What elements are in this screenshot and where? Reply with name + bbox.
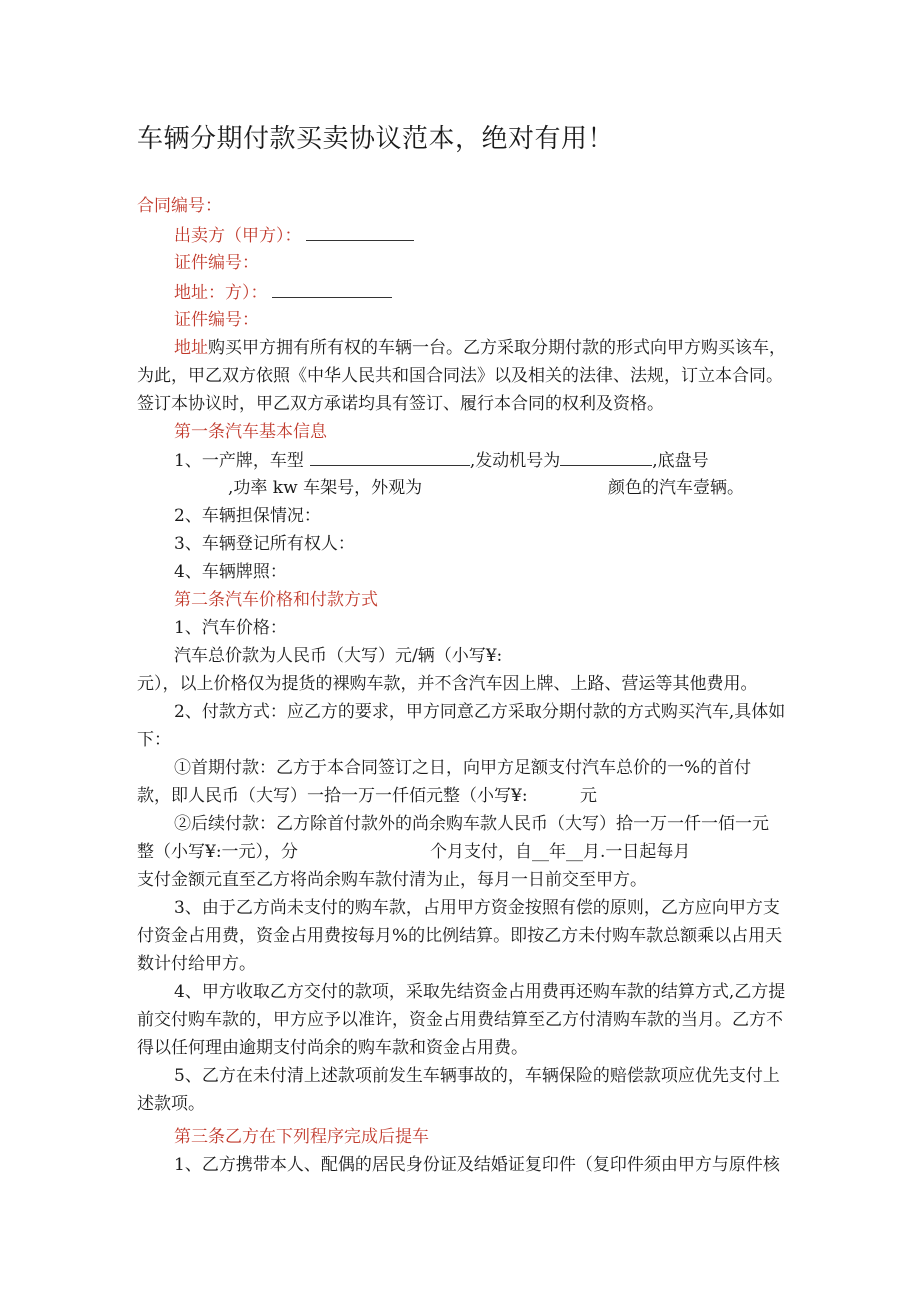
article-2-p15: 前交付购车款的，甲方应予以准许，资金占用费结算至乙方付清购车款的当月。乙方不 — [137, 1010, 783, 1030]
article-2-p16: 得以任何理由逾期支付尚余的购车款和资金占用费。 — [137, 1038, 528, 1058]
article-1-item-4: 4、车辆牌照： — [174, 562, 287, 582]
engine-no-blank — [560, 450, 652, 466]
address-party-label: 地址：方）： — [174, 283, 268, 303]
intro-line-1 — [174, 338, 786, 358]
article-3-p1: 1、乙方携带本人、配偶的居民身份证及结婚证复印件（复印件须由甲方与原件核 — [174, 1155, 780, 1175]
article-2-p4: 2、付款方式：应乙方的要求，甲方同意乙方采取分期付款的方式购买汽车,具体如 — [174, 702, 786, 722]
seller-label: 出卖方（甲方）： — [174, 226, 302, 246]
intro-text-1: 购买甲方拥有所有权的车辆一台。乙方采取分期付款的形式向甲方购买该车， — [208, 338, 786, 358]
article-2-p10: 支付金额元直至乙方将尚余购车款付清为止，每月一日前交至甲方。 — [137, 870, 647, 890]
article-2-p3: 元），以上价格仅为提货的裸购车款，并不含汽车因上牌、上路、营运等其他费用。 — [137, 674, 758, 694]
article-2-p13: 数计付给甲方。 — [137, 954, 256, 974]
article-1-item-1-line-2b: 颜色的汽车壹辆。 — [608, 478, 744, 498]
article-2-p12: 付资金占用费，资金占用费按每月%的比例结算。即按乙方未付购车款总额乘以占用天 — [137, 926, 783, 946]
address-label: 地址 — [174, 338, 208, 358]
item1-part-a: 1、一产牌，车型 — [174, 451, 304, 471]
article-3-heading: 第三条乙方在下列程序完成后提车 — [174, 1127, 429, 1147]
intro-line-2: 为此，甲乙双方依照《中华人民共和国合同法》以及相关的法律、法规，订立本合同。 — [137, 366, 783, 386]
article-2-p18: 述款项。 — [137, 1094, 205, 1114]
contract-number-label: 合同编号： — [137, 196, 222, 216]
article-2-p11: 3、由于乙方尚未支付的购车款，占用甲方资金按照有偿的原则，乙方应向甲方支 — [174, 898, 780, 918]
article-2-p9a: 整（小写¥:一元），分 — [137, 842, 299, 862]
article-2-p6: ①首期付款：乙方于本合同签订之日，向甲方足额支付汽车总价的一%的首付 — [174, 758, 752, 778]
article-2-p8: ②后续付款：乙方除首付款外的尚余购车款人民币（大写）拾一万一仟一佰一元 — [174, 814, 769, 834]
article-2-heading: 第二条汽车价格和付款方式 — [174, 590, 378, 610]
model-blank — [310, 450, 470, 466]
id-no-2-label: 证件编号： — [174, 310, 259, 330]
seller-blank — [306, 225, 414, 241]
article-1-heading: 第一条汽车基本信息 — [174, 422, 327, 442]
article-1-item-1-line-2a: ,功率 kw 车架号，外观为 — [228, 478, 423, 498]
article-2-p17: 5、乙方在未付清上述款项前发生车辆事故的，车辆保险的赔偿款项应优先支付上 — [174, 1066, 780, 1086]
item1-part-c: ,底盘号 — [652, 451, 709, 471]
item1-part-b: ,发动机号为 — [469, 451, 561, 471]
article-2-p7a: 款，即人民币（大写）一拾一万一仟佰元整（小写¥: — [137, 786, 528, 806]
article-2-p2: 汽车总价款为人民币（大写）元/辆（小写¥: — [174, 646, 503, 666]
seller-line — [174, 225, 414, 246]
article-2-p7b: 元 — [580, 786, 597, 806]
address-party-blank — [272, 282, 392, 298]
address-party-line — [174, 282, 392, 303]
article-1-item-3: 3、车辆登记所有权人： — [174, 534, 355, 554]
article-2-p9b: 个月支付，自__年__月.一日起每月 — [430, 842, 691, 862]
article-1-item-2: 2、车辆担保情况： — [174, 506, 321, 526]
article-2-p1: 1、汽车价格： — [174, 618, 287, 638]
article-2-p5: 下： — [137, 730, 171, 750]
article-1-item-1-line-1 — [174, 450, 709, 471]
article-2-p14: 4、甲方收取乙方交付的款项，采取先结资金占用费再还购车款的结算方式,乙方提 — [174, 982, 786, 1002]
seller-id-label: 证件编号： — [174, 253, 259, 273]
intro-line-3: 签订本协议时，甲乙双方承诺均具有签订、履行本合同的权利及资格。 — [137, 394, 664, 414]
page-title: 车辆分期付款买卖协议范本，绝对有用！ — [137, 124, 615, 154]
